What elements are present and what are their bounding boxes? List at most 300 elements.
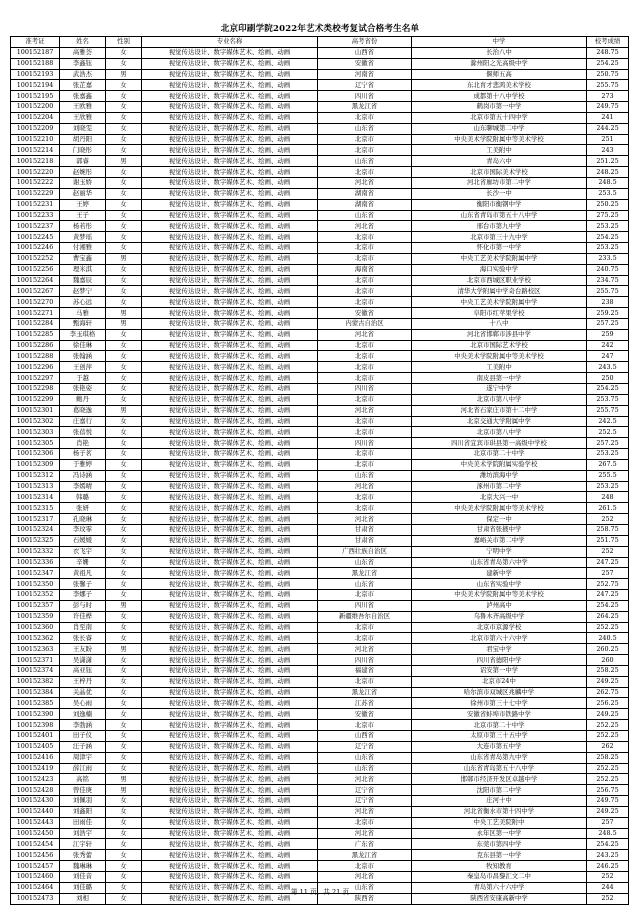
cell-exam-no: 100152270 (11, 297, 60, 308)
cell-province: 福建省 (318, 665, 412, 676)
cell-exam-no: 100152398 (11, 720, 60, 731)
cell-score: 253.25 (587, 221, 629, 232)
cell-score: 242 (587, 340, 629, 351)
cell-name: 甄海轩 (60, 318, 106, 329)
cell-name: 刘晓雯 (60, 123, 106, 134)
cell-gender: 女 (106, 709, 142, 720)
cell-score: 248.75 (587, 47, 629, 58)
cell-score: 251.75 (587, 535, 629, 546)
cell-school: 成都第十八中学校 (412, 91, 587, 102)
cell-major: 视觉传达设计、数字媒体艺术、绘画、动画 (142, 221, 318, 232)
table-row (11, 557, 629, 568)
cell-major: 视觉传达设计、数字媒体艺术、绘画、动画 (142, 438, 318, 449)
cell-exam-no: 100152419 (11, 763, 60, 774)
cell-name: 徐佳琳 (60, 340, 106, 351)
table-row (11, 546, 629, 557)
cell-score: 252.75 (587, 579, 629, 590)
cell-province: 辽宁省 (318, 796, 412, 807)
table-row (11, 796, 629, 807)
cell-major: 视觉传达设计、数字媒体艺术、绘画、动画 (142, 774, 318, 785)
table-row (11, 817, 629, 828)
cell-exam-no: 100152271 (11, 308, 60, 319)
cell-province: 山东省 (318, 210, 412, 221)
cell-province: 北京市 (318, 622, 412, 633)
cell-gender: 女 (106, 828, 142, 839)
cell-score: 252.25 (587, 720, 629, 731)
cell-exam-no: 100152405 (11, 741, 60, 752)
table-row (11, 188, 629, 199)
cell-exam-no: 100152384 (11, 687, 60, 698)
cell-exam-no: 100152210 (11, 134, 60, 145)
cell-major: 视觉传达设计、数字媒体艺术、绘画、动画 (142, 546, 318, 557)
cell-score: 259.25 (587, 308, 629, 319)
cell-gender: 女 (106, 340, 142, 351)
cell-name: 魏琳琳 (60, 861, 106, 872)
cell-province: 四川省 (318, 655, 412, 666)
cell-province: 河北省 (318, 828, 412, 839)
cell-score: 254.25 (587, 232, 629, 243)
cell-province: 北京市 (318, 861, 412, 872)
cell-gender: 女 (106, 590, 142, 601)
table-row (11, 297, 629, 308)
cell-gender: 女 (106, 58, 142, 69)
table-row (11, 199, 629, 210)
table-row (11, 492, 629, 503)
cell-name: 刘浩宇 (60, 828, 106, 839)
cell-score: 262 (587, 741, 629, 752)
table-row (11, 665, 629, 676)
cell-major: 视觉传达设计、数字媒体艺术、绘画、动画 (142, 611, 318, 622)
cell-province: 河北省 (318, 806, 412, 817)
cell-province: 黑龙江省 (318, 102, 412, 113)
cell-gender: 女 (106, 796, 142, 807)
cell-school: 太原市第三十五中学 (412, 731, 587, 742)
cell-major: 视觉传达设计、数字媒体艺术、绘画、动画 (142, 817, 318, 828)
cell-major: 视觉传达设计、数字媒体艺术、绘画、动画 (142, 720, 318, 731)
cell-exam-no: 100152252 (11, 253, 60, 264)
cell-name: 刘佳璐 (60, 882, 106, 893)
cell-province: 北京市 (318, 243, 412, 254)
cell-major: 视觉传达设计、数字媒体艺术、绘画、动画 (142, 503, 318, 514)
cell-major: 视觉传达设计、数字媒体艺术、绘画、动画 (142, 481, 318, 492)
cell-score: 248.5 (587, 828, 629, 839)
cell-gender: 女 (106, 871, 142, 882)
cell-score: 252.25 (587, 731, 629, 742)
cell-school: 偃师五高 (412, 69, 587, 80)
cell-province: 北京市 (318, 253, 412, 264)
cell-major: 视觉传达设计、数字媒体艺术、绘画、动画 (142, 709, 318, 720)
cell-exam-no: 100152324 (11, 524, 60, 535)
table-body (11, 47, 629, 904)
cell-major: 视觉传达设计、数字媒体艺术、绘画、动画 (142, 861, 318, 872)
cell-score: 247.25 (587, 590, 629, 601)
cell-major: 视觉传达设计、数字媒体艺术、绘画、动画 (142, 80, 318, 91)
cell-score: 233.5 (587, 253, 629, 264)
cell-gender: 女 (106, 687, 142, 698)
cell-school: 北京市西城区职业学校 (412, 275, 587, 286)
cell-name: 刘逸楠 (60, 709, 106, 720)
table-row (11, 687, 629, 698)
cell-major: 视觉传达设计、数字媒体艺术、绘画、动画 (142, 796, 318, 807)
cell-school: 邢台市第九中学 (412, 221, 587, 232)
cell-school: 克东县第一中学 (412, 850, 587, 861)
cell-name: 赵梦宁 (60, 286, 106, 297)
cell-score: 254.25 (587, 600, 629, 611)
cell-gender: 女 (106, 524, 142, 535)
cell-major: 视觉传达设计、数字媒体艺术、绘画、动画 (142, 308, 318, 319)
table-row (11, 427, 629, 438)
cell-school: 河北省石家庄市第十二中学 (412, 405, 587, 416)
cell-school: 涿州市第二中学 (412, 481, 587, 492)
table-row (11, 351, 629, 362)
cell-score: 252.25 (587, 763, 629, 774)
cell-exam-no: 100152285 (11, 329, 60, 340)
cell-exam-no: 100152222 (11, 177, 60, 188)
cell-exam-no: 100152195 (11, 91, 60, 102)
cell-name: 王友盼 (60, 644, 106, 655)
cell-school: 君宝中学 (412, 644, 587, 655)
cell-province: 山东省 (318, 156, 412, 167)
table-row (11, 340, 629, 351)
cell-name: 庄嘉行 (60, 416, 106, 427)
cell-province: 江苏省 (318, 698, 412, 709)
cell-major: 视觉传达设计、数字媒体艺术、绘画、动画 (142, 568, 318, 579)
cell-gender: 男 (106, 69, 142, 80)
cell-province: 北京市 (318, 503, 412, 514)
cell-school: 衡阳市衡钢中学 (412, 199, 587, 210)
cell-province: 四川省 (318, 384, 412, 395)
cell-province: 河北省 (318, 774, 412, 785)
cell-gender: 女 (106, 427, 142, 438)
table-row (11, 91, 629, 102)
cell-gender: 女 (106, 579, 142, 590)
cell-name: 冯诗涵 (60, 470, 106, 481)
cell-major: 视觉传达设计、数字媒体艺术、绘画、动画 (142, 893, 318, 904)
cell-province: 北京市 (318, 340, 412, 351)
cell-name: 曾佳庚 (60, 785, 106, 796)
cell-name: 黄祖凡 (60, 568, 106, 579)
cell-name: 关晶优 (60, 687, 106, 698)
cell-exam-no: 100152430 (11, 796, 60, 807)
cell-major: 视觉传达设计、数字媒体艺术、绘画、动画 (142, 264, 318, 275)
cell-gender: 男 (106, 405, 142, 416)
cell-province: 山东省 (318, 763, 412, 774)
cell-province: 北京市 (318, 362, 412, 373)
table-row (11, 156, 629, 167)
cell-school: 清华大学附属中学奇台路校区 (412, 286, 587, 297)
cell-major: 视觉传达设计、数字媒体艺术、绘画、动画 (142, 318, 318, 329)
cell-major: 视觉传达设计、数字媒体艺术、绘画、动画 (142, 828, 318, 839)
cell-province: 山西省 (318, 47, 412, 58)
cell-major: 视觉传达设计、数字媒体艺术、绘画、动画 (142, 687, 318, 698)
cell-score: 243.25 (587, 850, 629, 861)
cell-name: 张长睿 (60, 633, 106, 644)
cell-exam-no: 100152456 (11, 850, 60, 861)
cell-major: 视觉传达设计、数字媒体艺术、绘画、动画 (142, 524, 318, 535)
cell-name: 苏心远 (60, 297, 106, 308)
table-row (11, 481, 629, 492)
cell-name: 刘鑫阳 (60, 806, 106, 817)
cell-exam-no: 100152229 (11, 188, 60, 199)
cell-score: 254.25 (587, 839, 629, 850)
cell-exam-no: 100152390 (11, 709, 60, 720)
cell-province: 山东省 (318, 557, 412, 568)
header-gender: 性别 (106, 37, 142, 48)
table-row (11, 568, 629, 579)
cell-school: 北京市国际艺术学校 (412, 340, 587, 351)
cell-name: 王欧雅 (60, 102, 106, 113)
cell-major: 视觉传达设计、数字媒体艺术、绘画、动画 (142, 676, 318, 687)
table-row (11, 828, 629, 839)
cell-school: 邯郸市经济开发区卓越中学 (412, 774, 587, 785)
cell-province: 北京市 (318, 394, 412, 405)
cell-school: 嘉峪关市第二中学 (412, 535, 587, 546)
cell-province: 安徽省 (318, 709, 412, 720)
cell-score: 250.75 (587, 69, 629, 80)
cell-exam-no: 100152464 (11, 882, 60, 893)
cell-gender: 男 (106, 785, 142, 796)
cell-name: 汪子涵 (60, 741, 106, 752)
cell-province: 安徽省 (318, 58, 412, 69)
cell-exam-no: 100152297 (11, 373, 60, 384)
cell-score: 252 (587, 514, 629, 525)
cell-school: 北京市24中 (412, 676, 587, 687)
table-row (11, 752, 629, 763)
cell-name: 武浩杰 (60, 69, 106, 80)
cell-exam-no: 100152332 (11, 546, 60, 557)
cell-major: 视觉传达设计、数字媒体艺术、绘画、动画 (142, 741, 318, 752)
cell-exam-no: 100152246 (11, 243, 60, 254)
cell-province: 北京市 (318, 297, 412, 308)
table-row (11, 676, 629, 687)
cell-major: 视觉传达设计、数字媒体艺术、绘画、动画 (142, 492, 318, 503)
table-row (11, 221, 629, 232)
cell-school: 青岛第六十六中学 (412, 882, 587, 893)
cell-province: 河北省 (318, 177, 412, 188)
cell-score: 240.5 (587, 633, 629, 644)
cell-school: 牧知教育 (412, 861, 587, 872)
cell-gender: 男 (106, 318, 142, 329)
cell-exam-no: 100152336 (11, 557, 60, 568)
cell-major: 视觉传达设计、数字媒体艺术、绘画、动画 (142, 102, 318, 113)
cell-school: 宁明中学 (412, 546, 587, 557)
cell-exam-no: 100152187 (11, 47, 60, 58)
cell-exam-no: 100152306 (11, 449, 60, 460)
cell-name: 衣飞宇 (60, 546, 106, 557)
cell-major: 视觉传达设计、数字媒体艺术、绘画、动画 (142, 384, 318, 395)
cell-major: 视觉传达设计、数字媒体艺术、绘画、动画 (142, 535, 318, 546)
cell-score: 260.25 (587, 644, 629, 655)
cell-exam-no: 100152288 (11, 351, 60, 362)
cell-school: 工美附中 (412, 145, 587, 156)
cell-school: 北京市第二十中学 (412, 720, 587, 731)
cell-province: 四川省 (318, 600, 412, 611)
cell-exam-no: 100152315 (11, 503, 60, 514)
cell-province: 海南省 (318, 264, 412, 275)
cell-major: 视觉传达设计、数字媒体艺术、绘画、动画 (142, 275, 318, 286)
cell-school: 中央工艺美院附中 (412, 817, 587, 828)
cell-name: 李玟霏 (60, 524, 106, 535)
cell-score: 256.75 (587, 785, 629, 796)
header-school: 中学 (412, 37, 587, 48)
table-row (11, 69, 629, 80)
cell-score: 256.25 (587, 698, 629, 709)
cell-exam-no: 100152401 (11, 731, 60, 742)
cell-school: 永年区第一中学 (412, 828, 587, 839)
cell-major: 视觉传达设计、数字媒体艺术、绘画、动画 (142, 112, 318, 123)
cell-name: 张秀蕾 (60, 850, 106, 861)
cell-exam-no: 100152317 (11, 514, 60, 525)
cell-name: 彭与时 (60, 600, 106, 611)
cell-score: 253.25 (587, 481, 629, 492)
table-row (11, 416, 629, 427)
cell-province: 北京市 (318, 427, 412, 438)
cell-score: 253.5 (587, 188, 629, 199)
cell-score: 260 (587, 655, 629, 666)
cell-exam-no: 100152302 (11, 416, 60, 427)
cell-school: 十八中 (412, 318, 587, 329)
cell-name: 杨若彤 (60, 221, 106, 232)
table-row (11, 774, 629, 785)
cell-gender: 女 (106, 481, 142, 492)
cell-name: 刘相 (60, 893, 106, 904)
table-row (11, 600, 629, 611)
table-row (11, 470, 629, 481)
table-row (11, 210, 629, 221)
cell-score: 275.25 (587, 210, 629, 221)
cell-major: 视觉传达设计、数字媒体艺术、绘画、动画 (142, 698, 318, 709)
cell-school: 东北育才悲鸿美术学校 (412, 80, 587, 91)
table-row (11, 763, 629, 774)
cell-school: 山东省青岛市第五十八中学 (412, 210, 587, 221)
cell-name: 张嘉鑫 (60, 91, 106, 102)
cell-gender: 女 (106, 568, 142, 579)
cell-province: 北京市 (318, 449, 412, 460)
cell-province: 陕西省 (318, 893, 412, 904)
cell-name: 李玉琪格 (60, 329, 106, 340)
cell-school: 长沙一中 (412, 188, 587, 199)
cell-province: 北京市 (318, 275, 412, 286)
cell-exam-no: 100152362 (11, 633, 60, 644)
cell-school: 北京市第八中学 (412, 427, 587, 438)
cell-score: 257 (587, 568, 629, 579)
cell-major: 视觉传达设计、数字媒体艺术、绘画、动画 (142, 340, 318, 351)
cell-name: 吴潇潇 (60, 655, 106, 666)
cell-school: 山东聊城第二中学 (412, 123, 587, 134)
cell-exam-no: 100152360 (11, 622, 60, 633)
header-name: 姓名 (60, 37, 106, 48)
cell-exam-no: 100152194 (11, 80, 60, 91)
table-row (11, 535, 629, 546)
cell-school: 保定一中 (412, 514, 587, 525)
cell-exam-no: 100152233 (11, 210, 60, 221)
cell-score: 253.75 (587, 394, 629, 405)
cell-major: 视觉传达设计、数字媒体艺术、绘画、动画 (142, 123, 318, 134)
cell-exam-no: 100152301 (11, 405, 60, 416)
cell-major: 视觉传达设计、数字媒体艺术、绘画、动画 (142, 177, 318, 188)
cell-major: 视觉传达设计、数字媒体艺术、绘画、动画 (142, 752, 318, 763)
cell-score: 249.75 (587, 796, 629, 807)
cell-exam-no: 100152188 (11, 58, 60, 69)
cell-major: 视觉传达设计、数字媒体艺术、绘画、动画 (142, 785, 318, 796)
cell-exam-no: 100152296 (11, 362, 60, 373)
cell-score: 249.75 (587, 102, 629, 113)
cell-exam-no: 100152352 (11, 590, 60, 601)
cell-exam-no: 100152359 (11, 611, 60, 622)
cell-gender: 女 (106, 492, 142, 503)
cell-name: 魏嘉辰 (60, 275, 106, 286)
cell-province: 广东省 (318, 839, 412, 850)
cell-score: 255.5 (587, 470, 629, 481)
cell-gender: 女 (106, 698, 142, 709)
cell-name: 张馨子 (60, 579, 106, 590)
cell-major: 视觉传达设计、数字媒体艺术、绘画、动画 (142, 590, 318, 601)
cell-major: 视觉传达设计、数字媒体艺术、绘画、动画 (142, 243, 318, 254)
cell-exam-no: 100152460 (11, 871, 60, 882)
cell-major: 视觉传达设计、数字媒体艺术、绘画、动画 (142, 47, 318, 58)
cell-major: 视觉传达设计、数字媒体艺术、绘画、动画 (142, 850, 318, 861)
cell-school: 陕西省安康高新中学 (412, 893, 587, 904)
cell-school: 中央美术学院附属实验学校 (412, 459, 587, 470)
cell-score: 264.25 (587, 611, 629, 622)
cell-major: 视觉传达设计、数字媒体艺术、绘画、动画 (142, 665, 318, 676)
cell-exam-no: 100152440 (11, 806, 60, 817)
cell-school: 阜阳市红苹果学校 (412, 308, 587, 319)
cell-province: 新疆维吾尔自治区 (318, 611, 412, 622)
cell-exam-no: 100152264 (11, 275, 60, 286)
cell-score: 254.25 (587, 58, 629, 69)
cell-school: 中央美术学院附属中等美术学校 (412, 134, 587, 145)
cell-exam-no: 100152357 (11, 600, 60, 611)
cell-school: 鹤岗市第一中学 (412, 102, 587, 113)
cell-gender: 女 (106, 416, 142, 427)
cell-school: 徐州市第三十七中学 (412, 698, 587, 709)
cell-gender: 女 (106, 665, 142, 676)
cell-name: 张芷嘉 (60, 80, 106, 91)
cell-name: 郭睿 (60, 156, 106, 167)
cell-school: 庄河十中 (412, 796, 587, 807)
cell-score: 257.25 (587, 318, 629, 329)
cell-province: 辽宁省 (318, 785, 412, 796)
cell-score: 255.75 (587, 80, 629, 91)
cell-exam-no: 100152347 (11, 568, 60, 579)
cell-school: 海口实验中学 (412, 264, 587, 275)
cell-major: 视觉传达设计、数字媒体艺术、绘画、动画 (142, 405, 318, 416)
cell-province: 北京市 (318, 167, 412, 178)
cell-name: 田雨佳 (60, 817, 106, 828)
cell-province: 黑龙江省 (318, 850, 412, 861)
table-row (11, 275, 629, 286)
table-row (11, 806, 629, 817)
cell-score: 244.25 (587, 123, 629, 134)
cell-province: 北京市 (318, 492, 412, 503)
cell-major: 视觉传达设计、数字媒体艺术、绘画、动画 (142, 633, 318, 644)
cell-province: 山东省 (318, 752, 412, 763)
cell-gender: 女 (106, 243, 142, 254)
cell-gender: 女 (106, 622, 142, 633)
cell-score: 246.25 (587, 861, 629, 872)
table-row (11, 167, 629, 178)
cell-name: 马雅 (60, 308, 106, 319)
cell-name: 薛江雨 (60, 763, 106, 774)
cell-exam-no: 100152256 (11, 264, 60, 275)
cell-name: 刘佩羽 (60, 796, 106, 807)
cell-school: 建新中学 (412, 568, 587, 579)
cell-gender: 女 (106, 611, 142, 622)
cell-province: 北京市 (318, 720, 412, 731)
cell-score: 261.5 (587, 503, 629, 514)
table-row (11, 871, 629, 882)
